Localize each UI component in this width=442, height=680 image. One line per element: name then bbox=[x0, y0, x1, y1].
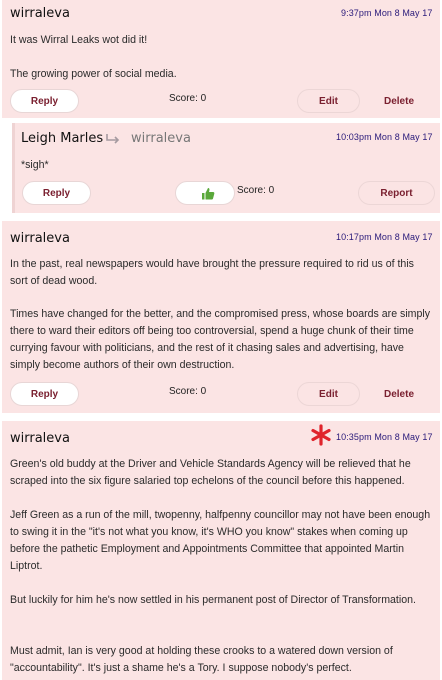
comment-timestamp: 10:03pm Mon 8 May 17 bbox=[336, 132, 433, 142]
thumbs-up-icon bbox=[201, 187, 215, 200]
comment-paragraph: It was Wirral Leaks wot did it! bbox=[10, 34, 148, 46]
comment-paragraph: The growing power of social media. bbox=[10, 68, 177, 80]
score-text: Score: 0 bbox=[237, 185, 275, 196]
delete-button[interactable]: Delete bbox=[383, 95, 414, 107]
comment-timestamp: 10:35pm Mon 8 May 17 bbox=[336, 432, 433, 442]
reply-arrow-icon bbox=[106, 132, 122, 147]
comment-paragraph: Times have changed for the better, and the compromised press, whose boards are simply there to ward their editors off being too controversial, spend a huge chunk of their time currying favour with politicians, and the rest of it chasing sales and advertising, have simply become authors of their own destruction. bbox=[10, 308, 431, 371]
score-text: Score: 0 bbox=[169, 93, 207, 104]
comment-author[interactable]: wirraleva bbox=[10, 431, 70, 446]
reply-to-username[interactable]: wirraleva bbox=[131, 131, 191, 146]
comment-paragraph: *sigh* bbox=[21, 159, 49, 171]
reply-button[interactable]: Reply bbox=[10, 382, 79, 406]
delete-button[interactable]: Delete bbox=[383, 388, 414, 400]
star-icon[interactable] bbox=[310, 424, 332, 451]
comment-paragraph: Must admit, Ian is very good at holding these crooks to a watered down version of "accountability". It's just a shame he's a Tory. I suppose nobody's perfect. bbox=[10, 645, 393, 674]
comment-paragraph: Green's old buddy at the Driver and Vehicle Standards Agency will be relieved that he scraped into the six figure salaried top echelons of the council before this happened. bbox=[10, 458, 411, 487]
edit-button[interactable]: Edit bbox=[297, 382, 360, 406]
comment-author[interactable]: Leigh Marles bbox=[21, 131, 104, 146]
reply-button[interactable]: Reply bbox=[22, 181, 91, 205]
like-button[interactable] bbox=[175, 181, 235, 205]
comment-timestamp: 10:17pm Mon 8 May 17 bbox=[336, 232, 433, 242]
report-button[interactable]: Report bbox=[358, 181, 435, 205]
comment-paragraph: In the past, real newspapers would have brought the pressure required to rid us of this sort of dead wood. bbox=[10, 258, 414, 287]
reply-button[interactable]: Reply bbox=[10, 89, 79, 113]
comment-paragraph: But luckily for him he's now settled in his permanent post of Director of Transformation. bbox=[10, 594, 416, 606]
score-text: Score: 0 bbox=[169, 386, 207, 397]
comment-author[interactable]: wirraleva bbox=[10, 6, 70, 21]
comment-paragraph: Jeff Green as a run of the mill, twopenny, halfpenny councillor may not have been enough to swing it in the "it's not what you know, it's WHO you know" stakes when coming up before the pathetic Employment and Appointments Committee that appointed Martin Liptrot. bbox=[10, 509, 431, 572]
edit-button[interactable]: Edit bbox=[297, 89, 360, 113]
comment-timestamp: 9:37pm Mon 8 May 17 bbox=[341, 8, 433, 18]
comment-author[interactable]: wirraleva bbox=[10, 231, 70, 246]
